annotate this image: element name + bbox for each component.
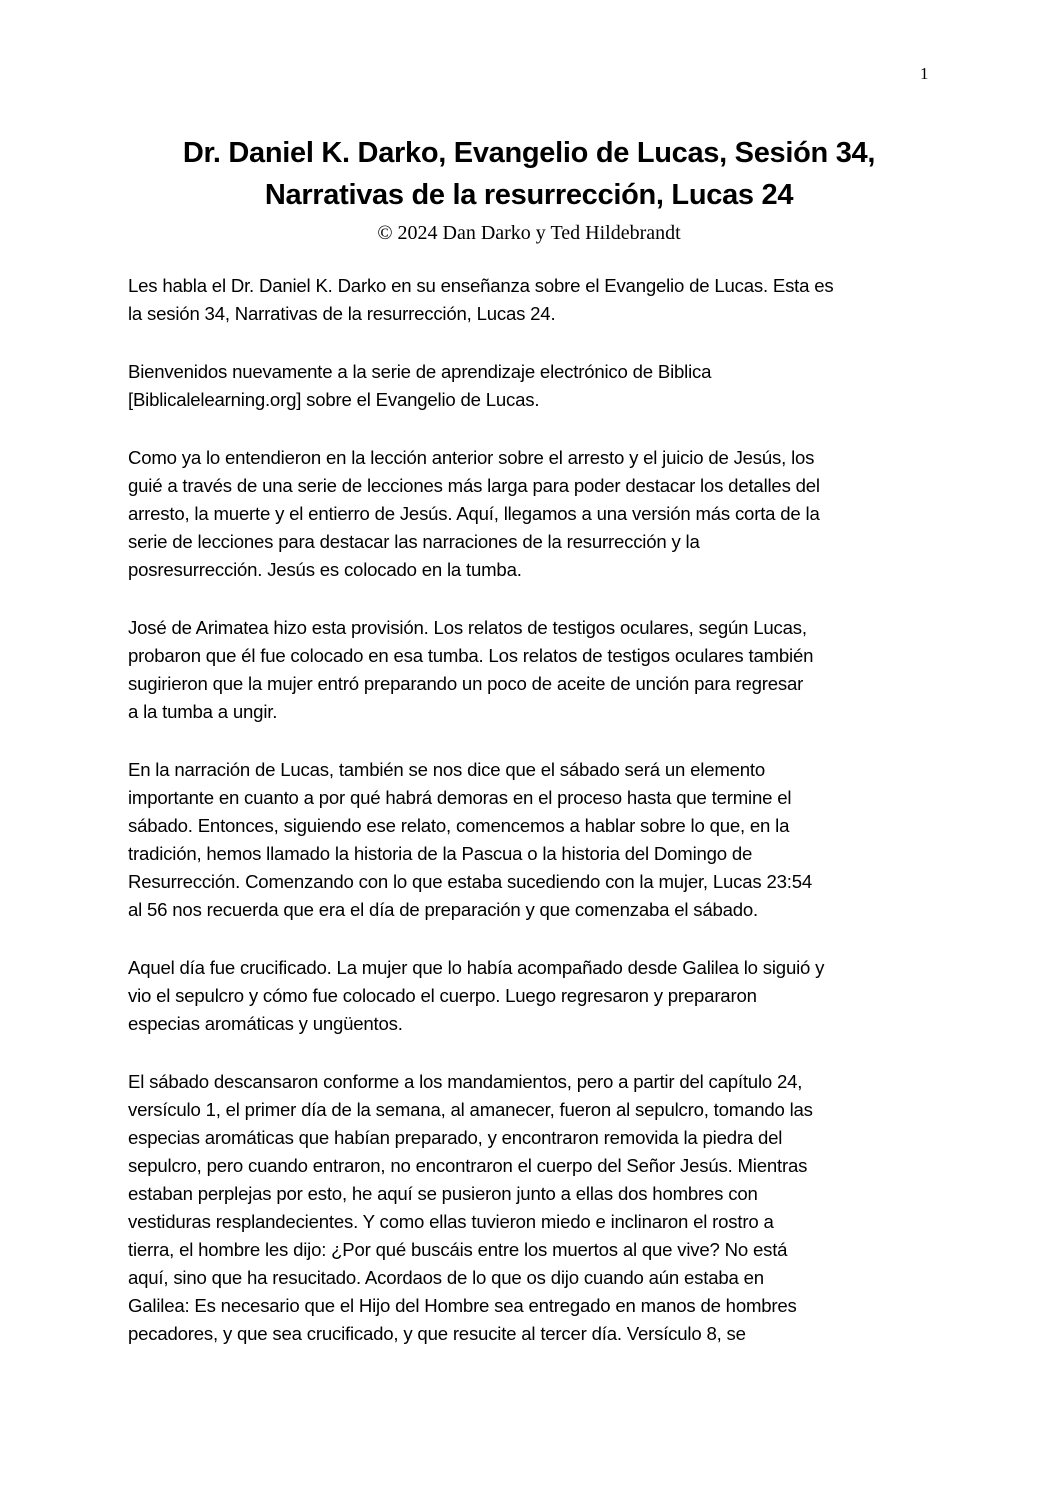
text-line: serie de lecciones para destacar las narraciones de la resurrección y la <box>128 531 700 552</box>
text-line: Bienvenidos nuevamente a la serie de aprendizaje electrónico de Biblica <box>128 361 712 382</box>
text-line: sepulcro, pero cuando entraron, no encontraron el cuerpo del Señor Jesús. Mientras <box>128 1155 808 1176</box>
text-line: probaron que él fue colocado en esa tumba. Los relatos de testigos oculares también <box>128 645 814 666</box>
paragraph <box>128 358 948 414</box>
text-line: vio el sepulcro y cómo fue colocado el cuerpo. Luego regresaron y prepararon <box>128 985 757 1006</box>
paragraph <box>128 614 948 726</box>
text-line: guié a través de una serie de lecciones más larga para poder destacar los detalles del <box>128 475 820 496</box>
text-line: al 56 nos recuerda que era el día de preparación y que comenzaba el sábado. <box>128 899 759 920</box>
paragraph <box>128 1068 948 1348</box>
paragraph <box>128 954 948 1038</box>
text-line: aquí, sino que ha resucitado. Acordaos de lo que os dijo cuando aún estaba en <box>128 1267 764 1288</box>
text-line: El sábado descansaron conforme a los mandamientos, pero a partir del capítulo 24, <box>128 1071 803 1092</box>
text-line: pecadores, y que sea crucificado, y que resucite al tercer día. Versículo 8, se <box>128 1323 746 1344</box>
text-line: Aquel día fue crucificado. La mujer que lo había acompañado desde Galilea lo siguió y <box>128 957 825 978</box>
text-line: especias aromáticas que habían preparado, y encontraron removida la piedra del <box>128 1127 783 1148</box>
text-line: especias aromáticas y ungüentos. <box>128 1013 403 1034</box>
text-line: En la narración de Lucas, también se nos dice que el sábado será un elemento <box>128 759 766 780</box>
text-line: versículo 1, el primer día de la semana, al amanecer, fueron al sepulcro, tomando las <box>128 1099 813 1120</box>
title-line: Narrativas de la resurrección, Lucas 24 <box>264 179 794 211</box>
page-number: 1 <box>920 64 929 83</box>
text-line: importante en cuanto a por qué habrá demoras en el proceso hasta que termine el <box>128 787 792 808</box>
text-line: Como ya lo entendieron en la lección anterior sobre el arresto y el juicio de Jesús, los <box>128 447 815 468</box>
text-line: Galilea: Es necesario que el Hijo del Hombre sea entregado en manos de hombres <box>128 1295 797 1316</box>
text-line: a la tumba a ungir. <box>128 701 278 722</box>
text-line: posresurrección. Jesús es colocado en la tumba. <box>128 559 522 580</box>
text-line: la sesión 34, Narrativas de la resurrección, Lucas 24. <box>128 303 556 324</box>
paragraph <box>128 444 948 584</box>
text-line: sugirieron que la mujer entró preparando un poco de aceite de unción para regresar <box>128 673 804 694</box>
text-line: tierra, el hombre les dijo: ¿Por qué buscáis entre los muertos al que vive? No está <box>128 1239 788 1260</box>
paragraph <box>128 756 948 924</box>
paragraph <box>128 272 948 328</box>
text-line: José de Arimatea hizo esta provisión. Los relatos de testigos oculares, según Lucas, <box>128 617 807 638</box>
text-line: sábado. Entonces, siguiendo ese relato, comencemos a hablar sobre lo que, en la <box>128 815 790 836</box>
title-line: Dr. Daniel K. Darko, Evangelio de Lucas, Sesión 34, <box>182 137 876 169</box>
copyright: © 2024 Dan Darko y Ted Hildebrandt <box>377 222 681 244</box>
text-line: tradición, hemos llamado la historia de la Pascua o la historia del Domingo de <box>128 843 753 864</box>
text-line: Resurrección. Comenzando con lo que estaba sucediendo con la mujer, Lucas 23:54 <box>128 871 812 892</box>
document-title <box>0 132 1058 216</box>
text-line: Les habla el Dr. Daniel K. Darko en su enseñanza sobre el Evangelio de Lucas. Esta es <box>128 275 834 296</box>
text-line: estaban perplejas por esto, he aquí se pusieron junto a ellas dos hombres con <box>128 1183 758 1204</box>
document-body <box>128 272 948 1378</box>
text-line: [Biblicalelearning.org] sobre el Evangelio de Lucas. <box>128 389 540 410</box>
text-line: vestiduras resplandecientes. Y como ellas tuvieron miedo e inclinaron el rostro a <box>128 1211 774 1232</box>
text-line: arresto, la muerte y el entierro de Jesús. Aquí, llegamos a una versión más corta de la <box>128 503 820 524</box>
